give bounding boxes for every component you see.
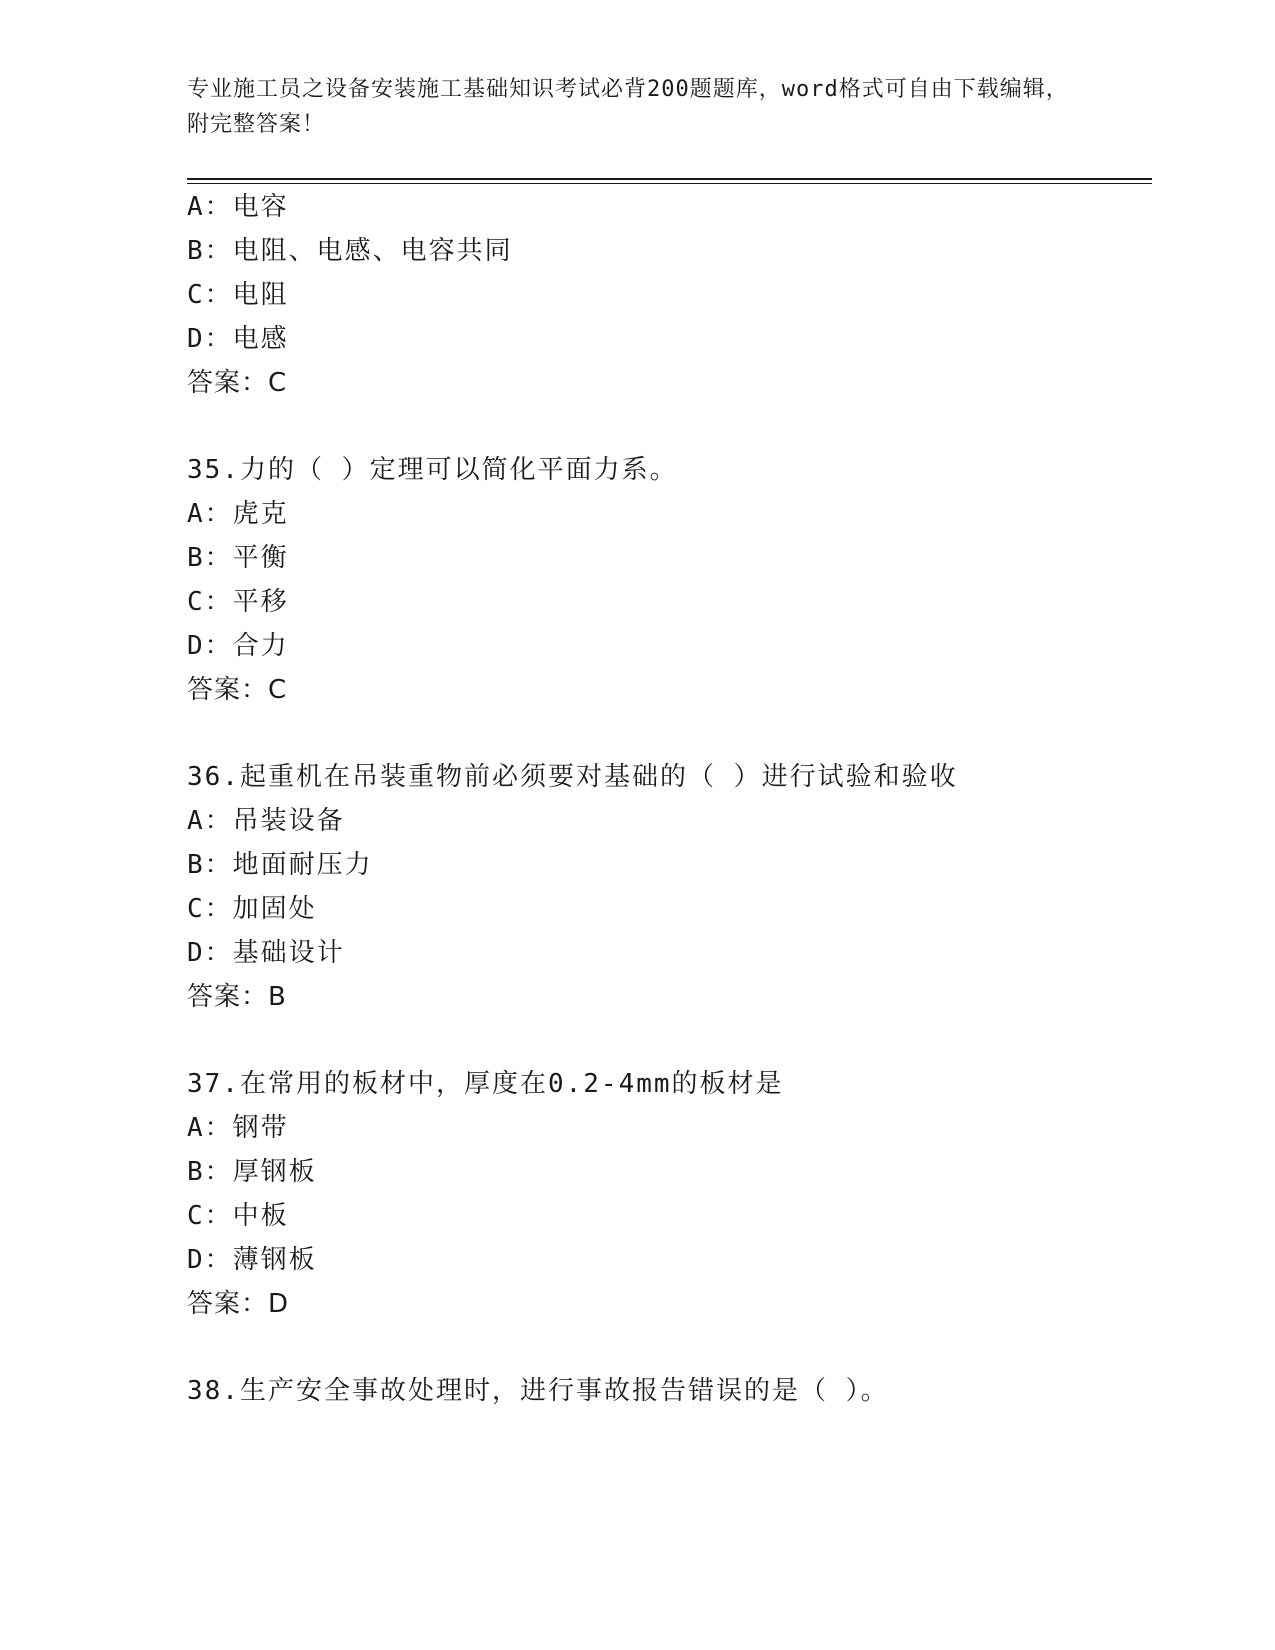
q35-option-c: C：平移 [187,587,289,617]
q36-question: 36.起重机在吊装重物前必须要对基础的（ ）进行试验和验收 [187,762,958,792]
q35-option-b: B：平衡 [187,543,289,573]
header-divider-thick [187,178,1152,180]
q35-answer: 答案：C [187,675,288,705]
q37-option-a: A：钢带 [187,1113,289,1143]
q36-option-d: D：基础设计 [187,938,345,968]
q37-option-b: B：厚钢板 [187,1157,317,1187]
q34-option-d: D：电感 [187,324,289,354]
q35-option-d: D：合力 [187,631,289,661]
q34-option-c: C：电阻 [187,280,289,310]
q35-option-a: A：虎克 [187,499,289,529]
header-divider-thin [187,183,1152,184]
q37-answer: 答案：D [187,1289,290,1319]
q36-option-c: C：加固处 [187,894,317,924]
q38-question: 38.生产安全事故处理时，进行事故报告错误的是（ ）。 [187,1376,889,1406]
q37-option-c: C：中板 [187,1201,289,1231]
q34-option-a: A：电容 [187,192,289,222]
q36-answer: 答案：B [187,982,287,1012]
q37-question: 37.在常用的板材中，厚度在0.2-4mm的板材是 [187,1069,784,1099]
q37-option-d: D：薄钢板 [187,1245,317,1275]
q35-question: 35.力的（ ）定理可以简化平面力系。 [187,455,678,485]
q34-answer: 答案：C [187,368,288,398]
q36-option-b: B：地面耐压力 [187,850,373,880]
document-header: 专业施工员之设备安装施工基础知识考试必背200题题库，word格式可自由下载编辑，附完整答案！ [187,77,1069,137]
q36-option-a: A：吊装设备 [187,806,345,836]
q34-option-b: B：电阻、电感、电容共同 [187,236,513,266]
